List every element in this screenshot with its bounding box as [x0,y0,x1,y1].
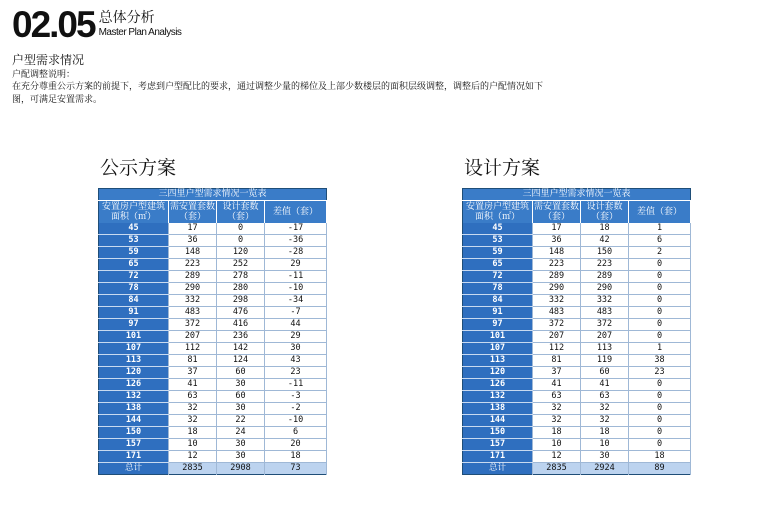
table-body [99,223,327,475]
cell-area: 91 [463,307,533,319]
cell-designed: 289 [581,271,629,283]
cell-required: 483 [169,307,217,319]
table-row [99,391,327,403]
cell-required: 148 [169,247,217,259]
section-subtitle: 户型需求情况 [12,53,85,67]
cell-designed: 30 [217,403,265,415]
column-header-difference: 差值（套） [265,201,327,224]
public-scheme-panel [98,156,327,475]
table-row [99,331,327,343]
cell-required: 112 [533,343,581,355]
cell-area: 65 [99,259,169,271]
cell-designed: 416 [217,319,265,331]
cell-area: 126 [463,379,533,391]
cell-required: 36 [533,235,581,247]
cell-difference: 43 [265,355,327,367]
cell-area: 107 [99,343,169,355]
cell-designed: 332 [581,295,629,307]
table-row [99,403,327,415]
cell-difference: 44 [265,319,327,331]
cell-required: 223 [533,259,581,271]
cell-required: 332 [169,295,217,307]
table-caption: 三四里户型需求情况一览表 [463,189,691,201]
table-row [463,295,691,307]
cell-required: 63 [169,391,217,403]
table-row [463,451,691,463]
cell-area: 101 [463,331,533,343]
table-row [99,247,327,259]
cell-designed: 2908 [217,463,265,475]
cell-difference: 0 [629,295,691,307]
table-row [463,415,691,427]
page-title-english: Master Plan Analysis [98,27,182,38]
cell-difference: 18 [265,451,327,463]
table-row [99,379,327,391]
cell-designed: 60 [217,391,265,403]
cell-difference: 30 [265,343,327,355]
table-row [463,307,691,319]
table-row [463,343,691,355]
table-row [463,271,691,283]
table-row [99,427,327,439]
cell-designed: 252 [217,259,265,271]
cell-difference: -3 [265,391,327,403]
cell-designed: 113 [581,343,629,355]
cell-designed: 32 [581,415,629,427]
cell-difference: 0 [629,283,691,295]
cell-required: 32 [533,415,581,427]
cell-area: 59 [463,247,533,259]
cell-area: 65 [463,259,533,271]
cell-required: 17 [533,223,581,235]
cell-area: 157 [99,439,169,451]
cell-difference: 0 [629,331,691,343]
cell-area: 144 [463,415,533,427]
table-row [99,343,327,355]
table-row [463,259,691,271]
cell-difference: 0 [629,259,691,271]
table-total-row [463,463,691,475]
cell-area: 171 [99,451,169,463]
cell-difference: 0 [629,391,691,403]
cell-area: 78 [463,283,533,295]
cell-required: 148 [533,247,581,259]
scheme-title: 设计方案 [464,157,541,179]
column-header-required: 需安置套数（套） [170,202,216,222]
cell-difference: 38 [629,355,691,367]
cell-difference: 0 [629,403,691,415]
cell-area: 113 [463,355,533,367]
cell-designed: 10 [581,439,629,451]
cell-difference: 6 [629,235,691,247]
cell-difference: 23 [629,367,691,379]
table-row [463,367,691,379]
cell-required: 18 [169,427,217,439]
page-title: 总体分析 [98,10,155,26]
cell-required: 41 [533,379,581,391]
cell-area: 120 [463,367,533,379]
cell-difference: -34 [265,295,327,307]
table-row [99,223,327,235]
cell-difference: 0 [629,415,691,427]
table-total-row [99,463,327,475]
cell-required: 332 [533,295,581,307]
table-row [99,283,327,295]
cell-designed: 30 [217,451,265,463]
cell-difference: 2 [629,247,691,259]
cell-difference: 0 [629,427,691,439]
table-row [463,427,691,439]
cell-designed: 22 [217,415,265,427]
cell-required: 36 [169,235,217,247]
cell-required: 12 [533,451,581,463]
table-row [463,319,691,331]
table-row [99,295,327,307]
cell-area: 107 [463,343,533,355]
cell-required: 372 [533,319,581,331]
cell-area: 72 [99,271,169,283]
cell-required: 2835 [533,463,581,475]
cell-designed: 30 [581,451,629,463]
cell-area: 132 [463,391,533,403]
cell-designed: 142 [217,343,265,355]
cell-difference: 18 [629,451,691,463]
cell-area: 101 [99,331,169,343]
cell-designed: 2924 [581,463,629,475]
cell-required: 81 [533,355,581,367]
table-row [99,319,327,331]
cell-difference: -2 [265,403,327,415]
table-row [463,355,691,367]
cell-required: 32 [169,403,217,415]
column-header-designed: 设计套数（套） [581,201,629,224]
cell-area: 总计 [99,463,169,475]
cell-designed: 278 [217,271,265,283]
cell-designed: 60 [581,367,629,379]
cell-difference: -28 [265,247,327,259]
cell-area: 45 [463,223,533,235]
cell-designed: 30 [217,439,265,451]
cell-required: 32 [533,403,581,415]
cell-difference: 20 [265,439,327,451]
cell-required: 207 [169,331,217,343]
table-row [99,259,327,271]
cell-designed: 223 [581,259,629,271]
cell-required: 223 [169,259,217,271]
table-row [99,355,327,367]
table-row [99,415,327,427]
cell-designed: 476 [217,307,265,319]
cell-area: 84 [463,295,533,307]
table-row [463,247,691,259]
cell-area: 59 [99,247,169,259]
cell-area: 138 [463,403,533,415]
cell-area: 78 [99,283,169,295]
table-row [463,223,691,235]
cell-required: 81 [169,355,217,367]
description-label: 户配调整说明： [12,70,76,80]
cell-difference: 23 [265,367,327,379]
public-scheme-table [98,188,327,475]
cell-required: 37 [533,367,581,379]
cell-area: 157 [463,439,533,451]
table-row [463,403,691,415]
cell-required: 290 [533,283,581,295]
table-row [99,439,327,451]
cell-required: 290 [169,283,217,295]
table-row [99,235,327,247]
cell-required: 2835 [169,463,217,475]
cell-difference: 0 [629,319,691,331]
cell-required: 289 [169,271,217,283]
cell-difference: 0 [629,307,691,319]
cell-designed: 0 [217,223,265,235]
cell-area: 144 [99,415,169,427]
cell-difference: 1 [629,223,691,235]
cell-area: 126 [99,379,169,391]
cell-area: 53 [99,235,169,247]
cell-difference: 0 [629,271,691,283]
table-row [463,235,691,247]
cell-difference: -10 [265,415,327,427]
cell-designed: 41 [581,379,629,391]
cell-difference: -7 [265,307,327,319]
cell-required: 10 [169,439,217,451]
cell-designed: 18 [581,223,629,235]
cell-required: 41 [169,379,217,391]
cell-area: 132 [99,391,169,403]
column-header-designed: 设计套数（套） [217,201,265,224]
cell-difference: 89 [629,463,691,475]
cell-area: 84 [99,295,169,307]
cell-required: 32 [169,415,217,427]
cell-designed: 0 [217,235,265,247]
cell-required: 18 [533,427,581,439]
cell-area: 138 [99,403,169,415]
cell-required: 483 [533,307,581,319]
table-row [99,307,327,319]
table-caption: 三四里户型需求情况一览表 [99,189,327,201]
cell-area: 150 [463,427,533,439]
cell-required: 10 [533,439,581,451]
description-text: 在充分尊重公示方案的前提下，考虑到户型配比的要求，通过调整少量的梯位及上部少数楼层的面积层级调整，调整后的户配情况如下图，可满足安置需求。 [12,82,544,105]
cell-designed: 207 [581,331,629,343]
cell-area: 120 [99,367,169,379]
cell-difference: -17 [265,223,327,235]
table-body [463,223,691,475]
cell-designed: 372 [581,319,629,331]
cell-difference: 0 [629,379,691,391]
cell-designed: 124 [217,355,265,367]
table-row [99,451,327,463]
header-titles [99,10,182,39]
cell-required: 12 [169,451,217,463]
cell-difference: 29 [265,259,327,271]
cell-designed: 30 [217,379,265,391]
cell-designed: 24 [217,427,265,439]
cell-area: 53 [463,235,533,247]
cell-area: 45 [99,223,169,235]
column-header-area: 安置房户型建筑面积（㎡） [463,201,533,224]
cell-designed: 32 [581,403,629,415]
cell-area: 113 [99,355,169,367]
cell-difference: -11 [265,271,327,283]
cell-area: 150 [99,427,169,439]
cell-designed: 483 [581,307,629,319]
cell-area: 91 [99,307,169,319]
cell-difference: -36 [265,235,327,247]
section-number: 02.05 [12,4,95,45]
cell-area: 72 [463,271,533,283]
cell-area: 97 [99,319,169,331]
column-header-required: 需安置套数（套） [534,202,580,222]
design-scheme-panel [462,156,691,475]
cell-difference: 73 [265,463,327,475]
cell-designed: 18 [581,427,629,439]
page-header [12,6,181,44]
cell-required: 289 [533,271,581,283]
cell-area: 97 [463,319,533,331]
cell-required: 63 [533,391,581,403]
column-header-difference: 差值（套） [629,201,691,224]
cell-designed: 60 [217,367,265,379]
cell-designed: 150 [581,247,629,259]
table-row [463,391,691,403]
design-scheme-table [462,188,691,475]
cell-designed: 63 [581,391,629,403]
table-row [99,367,327,379]
cell-required: 207 [533,331,581,343]
cell-difference: 1 [629,343,691,355]
cell-area: 总计 [463,463,533,475]
intro-section [12,52,552,107]
cell-difference: 6 [265,427,327,439]
cell-required: 37 [169,367,217,379]
table-row [463,331,691,343]
cell-designed: 120 [217,247,265,259]
cell-designed: 42 [581,235,629,247]
scheme-title: 公示方案 [100,157,177,179]
cell-required: 372 [169,319,217,331]
cell-difference: -10 [265,283,327,295]
cell-designed: 280 [217,283,265,295]
cell-difference: 29 [265,331,327,343]
table-row [463,439,691,451]
table-row [99,271,327,283]
table-row [463,379,691,391]
cell-designed: 298 [217,295,265,307]
cell-designed: 119 [581,355,629,367]
cell-area: 171 [463,451,533,463]
cell-required: 112 [169,343,217,355]
cell-difference: 0 [629,439,691,451]
column-header-area: 安置房户型建筑面积（㎡） [99,201,169,224]
table-row [463,283,691,295]
cell-designed: 290 [581,283,629,295]
cell-difference: -11 [265,379,327,391]
cell-designed: 236 [217,331,265,343]
cell-required: 17 [169,223,217,235]
